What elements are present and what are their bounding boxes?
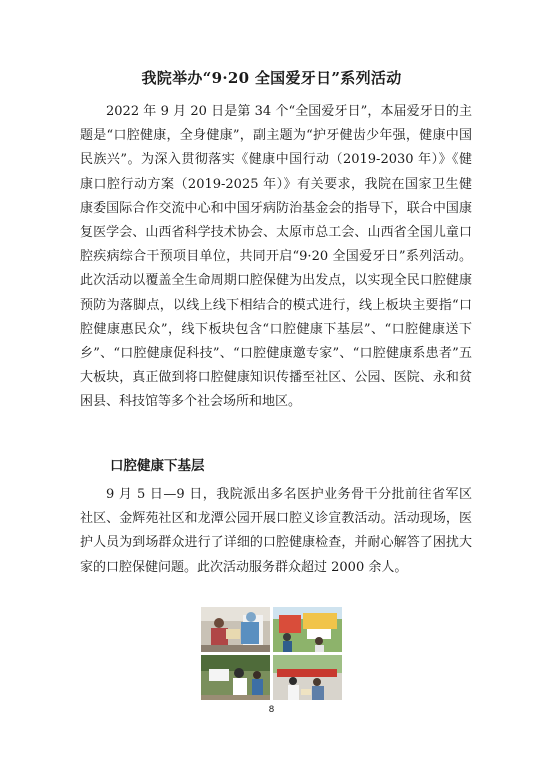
- section-paragraph-text: 9 月 5 日—9 日，我院派出多名医护业务骨干分批前往省军区社区、金辉苑社区和龙潭公园开展口腔义诊宣教活动。活动现场，医护人员为到场群众进行了详细的口腔健康检查，并耐心解答了困扰大家的口腔保健问题。此次活动服务群众超过 2000 余人。: [80, 487, 472, 575]
- section-paragraph: [80, 483, 472, 580]
- article-title: 我院举办“9·20 全国爱牙日”系列活动: [141, 69, 402, 87]
- intro-paragraph: [80, 100, 472, 415]
- photo-community-consult: [273, 655, 342, 700]
- photo-outdoor-booth: [273, 607, 342, 652]
- section-heading: 口腔健康下基层: [110, 458, 205, 474]
- page-number: 8: [268, 705, 275, 715]
- intro-paragraph-text: 2022 年 9 月 20 日是第 34 个“全国爱牙日”，本届爱牙日的主题是“口腔健康，全身健康”，副主题为“护牙健齿少年强，健康中国民族兴”。为深入贯彻落实《健康中国行动（2019-2030 年）》《健康口腔行动方案（2019-2025 年）》有关要求，我院在国家卫生健康委国际合作交流中心和中国牙病防治基金会的指导下，联合中国康复医学会、山西省科学技术协会、太原市总工会、山西省全国儿童口腔疾病综合干预项目单位，共同开启“9·20 全国爱牙日”系列活动。此次活动以覆盖全生命周期口腔保健为出发点，以实现全民口腔健康预防为落脚点，以线上线下相结合的模式进行，线上板块主要指“口腔健康惠民众”，线下板块包含“口腔健康下基层”、“口腔健康送下乡”、“口腔健康促科技”、“口腔健康邀专家”、“口腔健康系患者”五大板块，真正做到将口腔健康知识传播至社区、公园、医院、永和贫困县、科技馆等多个社会场所和地区。: [80, 104, 472, 410]
- photo-dental-exam: [201, 607, 270, 652]
- activity-photo-collage: [201, 607, 342, 701]
- photo-education-session: [201, 655, 270, 700]
